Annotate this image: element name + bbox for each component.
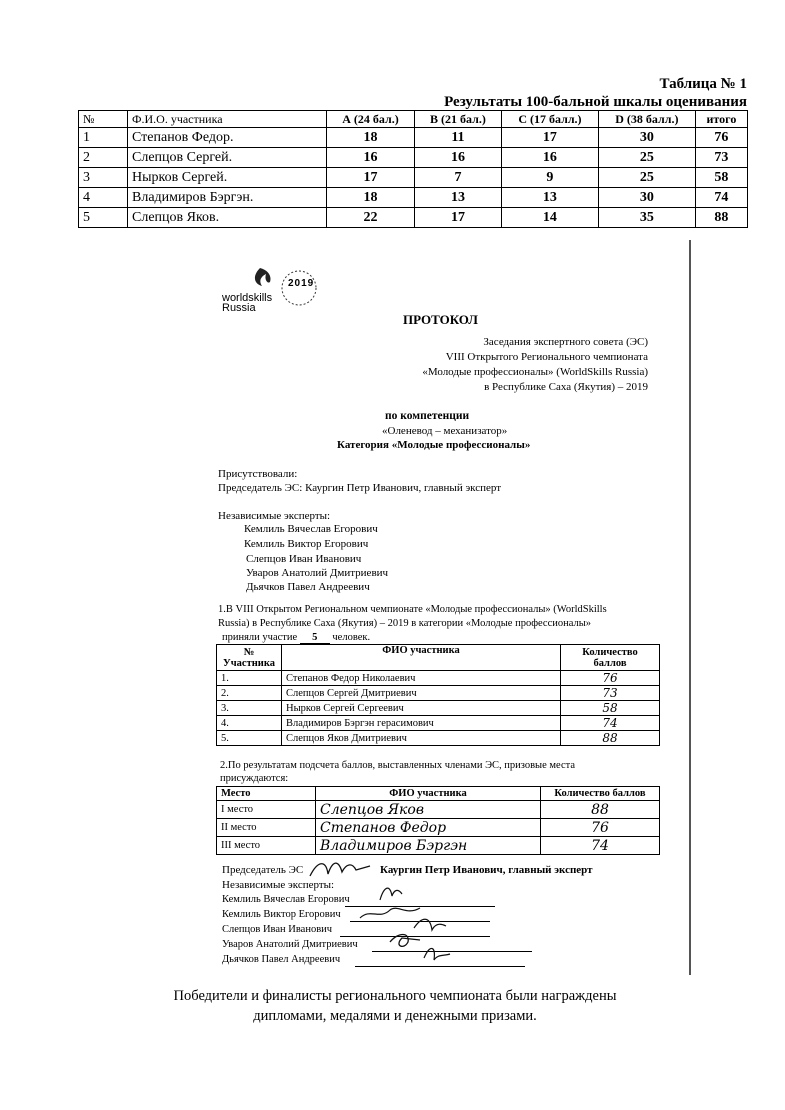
cell-score: 58 <box>561 701 660 716</box>
cell-score: 88 <box>561 731 660 746</box>
protocol-title: ПРОТОКОЛ <box>403 312 478 327</box>
cell-name: Степанов Федор Николаевич <box>282 671 561 686</box>
cell-name: Слепцов Яков <box>316 801 541 819</box>
cell-b: 16 <box>414 148 501 168</box>
cell-total: 74 <box>695 188 747 208</box>
cell-c: 16 <box>501 148 598 168</box>
cell-name: Степанов Федор <box>316 819 541 837</box>
sign-chairman-name: Каургин Петр Иванович, главный эксперт <box>380 864 593 876</box>
table-title: Таблица № 1 <box>659 76 747 92</box>
cell-name: Слепцов Яков. <box>128 208 327 228</box>
col-total: итого <box>695 111 747 128</box>
sign-expert-item: Кемлиль Вячеслав Егорович <box>222 894 350 905</box>
cell-number: 4. <box>217 716 282 731</box>
cell-c: 14 <box>501 208 598 228</box>
cell-place: III место <box>217 837 316 855</box>
cell-a: 17 <box>327 168 415 188</box>
participants-count: 5 <box>300 632 330 644</box>
sign-chairman-label: Председатель ЭС <box>222 864 304 876</box>
sign-expert-item: Дьячков Павел Андреевич <box>222 954 341 965</box>
footer-line-2: дипломами, медалями и денежными призами. <box>253 1008 537 1024</box>
expert-item: Уваров Анатолий Дмитриевич <box>246 567 389 579</box>
cell-total: 76 <box>695 128 747 148</box>
footer-text <box>90 986 700 1026</box>
table-row <box>79 208 748 228</box>
competence-label: по компетенции <box>385 410 470 422</box>
cell-number: 5 <box>79 208 128 228</box>
cell-number: 2 <box>79 148 128 168</box>
col-name: Ф.И.О. участника <box>128 111 327 128</box>
cell-d: 30 <box>598 188 695 208</box>
cell-place: II место <box>217 819 316 837</box>
sign-experts-label: Независимые эксперты: <box>222 879 335 891</box>
cell-a: 18 <box>327 188 415 208</box>
table-row <box>217 716 660 731</box>
table-subtitle: Результаты 100-бальной шкалы оценивания <box>444 94 747 110</box>
table-row <box>217 819 660 837</box>
header-line-4: в Республике Саха (Якутия) – 2019 <box>484 381 648 393</box>
cell-place: I место <box>217 801 316 819</box>
col-name: ФИО участника <box>316 787 541 801</box>
cell-name: Владимиров Бэргэн <box>316 837 541 855</box>
col-b: В (21 бал.) <box>414 111 501 128</box>
table-header-row <box>217 787 660 801</box>
present-label: Присутствовали: <box>218 468 298 480</box>
cell-a: 22 <box>327 208 415 228</box>
cell-score: 76 <box>561 671 660 686</box>
prizes-table <box>216 786 660 855</box>
col-c: С (17 балл.) <box>501 111 598 128</box>
competence-name: «Оленевод – механизатор» <box>382 425 508 437</box>
col-a: А (24 бал.) <box>327 111 415 128</box>
cell-d: 25 <box>598 148 695 168</box>
cell-name: Слепцов Сергей Дмитриевич <box>282 686 561 701</box>
cell-number: 4 <box>79 188 128 208</box>
cell-number: 3. <box>217 701 282 716</box>
cell-d: 30 <box>598 128 695 148</box>
cell-name: Слепцов Яков Дмитриевич <box>282 731 561 746</box>
cell-total: 73 <box>695 148 747 168</box>
flame-icon <box>255 268 271 286</box>
cell-c: 13 <box>501 188 598 208</box>
table-row <box>79 148 748 168</box>
cell-number: 3 <box>79 168 128 188</box>
expert-signatures <box>350 880 490 972</box>
cell-b: 11 <box>414 128 501 148</box>
participants-suffix: человек. <box>332 632 371 643</box>
expert-item: Дьячков Павел Андреевич <box>246 581 370 593</box>
col-number: № <box>79 111 128 128</box>
logo-brand: worldskills <box>222 292 273 304</box>
cell-name: Нырков Сергей Сергеевич <box>282 701 561 716</box>
col-score: Количество баллов <box>561 645 660 671</box>
cell-d: 25 <box>598 168 695 188</box>
footer-line-1: Победители и финалисты регионального чемпионата были награждены <box>173 988 617 1004</box>
item2-line-1: 2.По результатам подсчета баллов, выставленных членами ЭС, призовые места <box>220 760 576 771</box>
experts-label: Независимые эксперты: <box>218 510 331 522</box>
cell-total: 58 <box>695 168 747 188</box>
cell-score: 73 <box>561 686 660 701</box>
cell-c: 9 <box>501 168 598 188</box>
table-row <box>217 837 660 855</box>
logo-text <box>222 293 272 313</box>
cell-b: 17 <box>414 208 501 228</box>
participants-table <box>216 644 660 746</box>
cell-b: 13 <box>414 188 501 208</box>
cell-score: 88 <box>541 801 660 819</box>
col-score: Количество баллов <box>541 787 660 801</box>
table-row <box>217 671 660 686</box>
table-row <box>217 731 660 746</box>
cell-score: 74 <box>541 837 660 855</box>
logo-year: 2019 <box>288 278 315 289</box>
table-row <box>79 188 748 208</box>
category: Категория «Молодые профессионалы» <box>337 439 531 451</box>
cell-c: 17 <box>501 128 598 148</box>
col-place: Место <box>217 787 316 801</box>
table-row <box>217 701 660 716</box>
cell-name: Нырков Сергей. <box>128 168 327 188</box>
sign-expert-item: Уваров Анатолий Дмитриевич <box>222 939 358 950</box>
cell-b: 7 <box>414 168 501 188</box>
sign-expert-item: Кемлиль Виктор Егорович <box>222 909 341 920</box>
cell-number: 1. <box>217 671 282 686</box>
results-table <box>78 110 748 228</box>
sign-expert-item: Слепцов Иван Иванович <box>222 924 333 935</box>
cell-number: 2. <box>217 686 282 701</box>
cell-total: 88 <box>695 208 747 228</box>
header-line-2: VIII Открытого Регионального чемпионата <box>445 351 648 363</box>
participants-label: приняли участие <box>222 632 298 643</box>
item1-line-2: Russia) в Республике Саха (Якутия) – 2019 в категории «Молодые профессионалы» <box>218 618 592 629</box>
col-number: № Участника <box>217 645 282 671</box>
logo-country: Russia <box>222 302 256 314</box>
table-row <box>217 801 660 819</box>
cell-score: 74 <box>561 716 660 731</box>
item1-line-3 <box>222 632 370 644</box>
cell-name: Владимиров Бэргэн герасимович <box>282 716 561 731</box>
cell-a: 16 <box>327 148 415 168</box>
cell-name: Владимиров Бэргэн. <box>128 188 327 208</box>
cell-number: 1 <box>79 128 128 148</box>
table-row <box>79 128 748 148</box>
table-header-row <box>217 645 660 671</box>
cell-d: 35 <box>598 208 695 228</box>
col-d: D (38 балл.) <box>598 111 695 128</box>
header-line-3: «Молодые профессионалы» (WorldSkills Russia) <box>422 366 648 378</box>
cell-name: Слепцов Сергей. <box>128 148 327 168</box>
table-row <box>79 168 748 188</box>
cell-a: 18 <box>327 128 415 148</box>
cell-name: Степанов Федор. <box>128 128 327 148</box>
table-header-row <box>79 111 748 128</box>
cell-score: 76 <box>541 819 660 837</box>
chairman-line: Председатель ЭС: Каургин Петр Иванович, главный эксперт <box>218 482 502 494</box>
table-row <box>217 686 660 701</box>
expert-item: Кемлиль Виктор Егорович <box>244 538 369 550</box>
item2-line-2: присуждаются: <box>220 773 289 784</box>
expert-item: Кемлиль Вячеслав Егорович <box>244 523 378 535</box>
col-name: ФИО участника <box>282 645 561 671</box>
cell-number: 5. <box>217 731 282 746</box>
expert-item: Слепцов Иван Иванович <box>246 553 362 565</box>
item1-line-1: 1.В VIII Открытом Региональном чемпионате «Молодые профессионалы» (WorldSkills <box>218 604 607 615</box>
header-line-1: Заседания экспертного совета (ЭС) <box>483 336 648 348</box>
